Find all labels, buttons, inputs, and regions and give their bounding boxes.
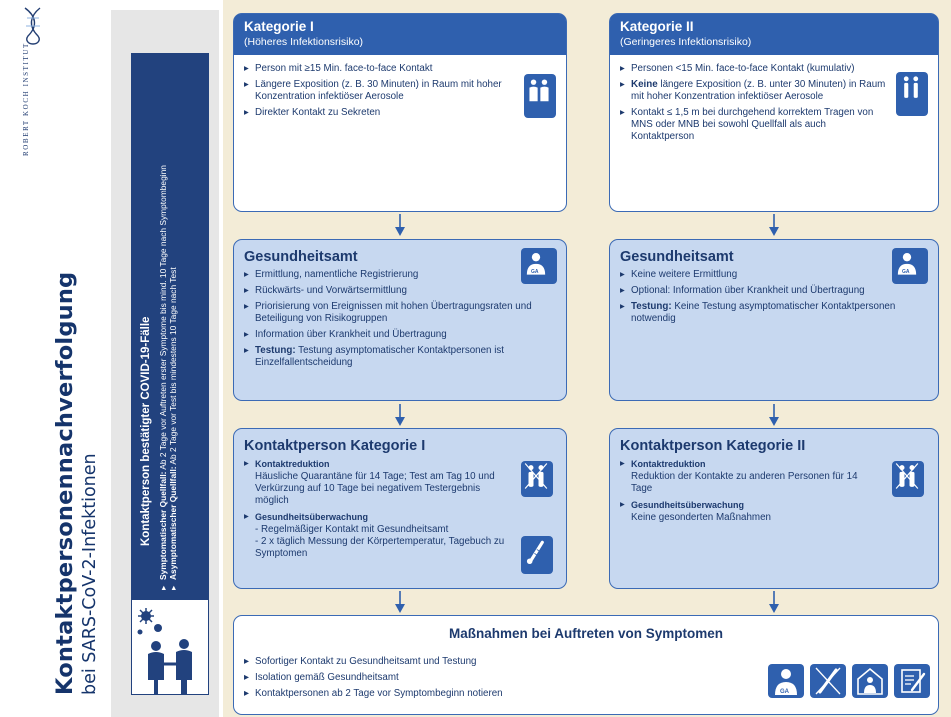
- health-officer-icon: [521, 248, 557, 284]
- category-1-title: Kategorie I: [244, 19, 314, 34]
- health-office-1-box: [233, 239, 567, 401]
- symptom-measures-icons: [768, 664, 930, 698]
- thermometer-icon: [521, 536, 553, 574]
- health-office-1-title: Gesundheitsamt: [244, 249, 358, 265]
- case-definition-text: [132, 54, 210, 600]
- flow-arrow: [395, 591, 405, 613]
- contact-person-1-title: Kontaktperson Kategorie I: [244, 438, 426, 454]
- list-item: ▸ Testung: Testung asymptomatischer Kontaktpersonen ist Einzelfallentscheidung: [244, 345, 550, 369]
- contact-reduction-icon: [892, 461, 924, 497]
- face-to-face-icon: [524, 74, 556, 118]
- flow-arrow: [769, 404, 779, 426]
- contact-person-2-box: [609, 428, 939, 589]
- list-item: ▸ Information über Krankheit und Übertragung: [244, 329, 510, 341]
- health-office-1-list: [234, 269, 566, 369]
- page-title-block: [52, 271, 112, 695]
- health-officer-icon: [892, 248, 928, 284]
- category-2-list: [610, 55, 938, 143]
- svg-text:GA: GA: [902, 269, 910, 275]
- contact-person-1-box: [233, 428, 567, 589]
- category-2-header: [610, 14, 938, 55]
- list-item: ▸ Kontakt ≤ 1,5 m bei durchgehend korrektem Tragen von MNS oder MNB bei sowohl Quellfall als auch Kontaktperson: [620, 107, 886, 143]
- health-office-2-box: [609, 239, 939, 401]
- asymptomatic-source-line: ▸ Asymptomatischer Quellfall: Ab 2 Tage vor Test bis mindestens 10 Tage nach Test: [168, 267, 178, 590]
- list-item: ▸ Optional: Information über Krankheit und Übertragung: [620, 285, 928, 297]
- list-item: ▸ Keine längere Exposition (z. B. unter 30 Minuten) in Raum mit hoher Konzentration infektiöser Aerosole: [620, 79, 886, 103]
- page-subtitle: bei SARS-CoV-2-Infektionen: [80, 453, 100, 695]
- left-panel: [0, 0, 110, 717]
- contact-person-1-list: [234, 458, 566, 560]
- category-2-subtitle: (Geringeres Infektionsrisiko): [620, 36, 752, 48]
- symptom-measures-list: [244, 656, 503, 704]
- flow-arrow: [395, 404, 405, 426]
- category-1-list: [234, 55, 566, 119]
- list-item: ▸ Rückwärts- und Vorwärtsermittlung: [244, 285, 510, 297]
- distanced-persons-icon: [896, 72, 928, 116]
- list-item: ▸ Gesundheitsüberwachung - Regelmäßiger Kontakt mit Gesundheitsamt - 2 x täglich Messung der Körpertemperatur, Tagebuch zu Symptomen: [244, 511, 510, 560]
- people-virus-icon: [132, 600, 208, 694]
- symptomatic-source-line: ▸ Symptomatischer Quellfall: Ab 2 Tage vor Auftreten erster Symptome bis mind. 10 Tage nach Symptombeginn: [158, 165, 168, 590]
- list-item: ▸ Isolation gemäß Gesundheitsamt: [244, 672, 503, 684]
- flow-arrow: [769, 591, 779, 613]
- case-definition-box: [131, 53, 209, 599]
- list-item: ▸ Ermittlung, namentliche Registrierung: [244, 269, 510, 281]
- contact-reduction-icon: [521, 461, 553, 497]
- list-item: ▸ Person mit ≥15 Min. face-to-face Kontakt: [244, 63, 506, 75]
- contact-person-2-list: [610, 458, 938, 524]
- rki-wordmark: ROBERT KOCH INSTITUT: [22, 42, 30, 156]
- contact-person-2-title: Kontaktperson Kategorie II: [620, 438, 806, 454]
- people-virus-illustration: [131, 599, 209, 695]
- list-item: ▸ Priorisierung von Ereignissen mit hohen Übertragungsraten und Beteiligung von Risikogruppen: [244, 301, 550, 325]
- notes-icon: [894, 664, 930, 698]
- list-item: ▸ Kontaktreduktion Reduktion der Kontakte zu anderen Personen für 14 Tage: [620, 458, 878, 495]
- list-item: ▸ Keine weitere Ermittlung: [620, 269, 928, 281]
- case-definition-title: Kontaktperson bestätigter COVID-19-Fälle: [140, 316, 152, 546]
- list-item: ▸ Längere Exposition (z. B. 30 Minuten) in Raum mit hoher Konzentration infektiöser Aerosole: [244, 79, 506, 103]
- category-2-title: Kategorie II: [620, 19, 694, 34]
- list-item: ▸ Kontaktreduktion Häusliche Quarantäne für 14 Tage; Test am Tag 10 und Verkürzung auf 10 Tage bei negativem Testergebnis möglich: [244, 458, 510, 507]
- list-item: ▸ Personen <15 Min. face-to-face Kontakt (kumulativ): [620, 63, 886, 75]
- flow-arrow: [769, 214, 779, 236]
- list-item: ▸ Direkter Kontakt zu Sekreten: [244, 107, 506, 119]
- svg-text:GA: GA: [780, 689, 789, 695]
- category-1-subtitle: (Höheres Infektionsrisiko): [244, 36, 364, 48]
- list-item: ▸ Testung: Keine Testung asymptomatischer Kontaktpersonen notwendig: [620, 301, 928, 325]
- category-1-box: [233, 13, 567, 212]
- list-item: ▸ Sofortiger Kontakt zu Gesundheitsamt und Testung: [244, 656, 503, 668]
- flow-arrow: [395, 214, 405, 236]
- symptom-measures-box: [233, 615, 939, 715]
- health-office-2-list: [610, 269, 938, 325]
- symptom-measures-title: Maßnahmen bei Auftreten von Symptomen: [448, 626, 724, 641]
- svg-text:GA: GA: [531, 269, 539, 275]
- category-1-header: [234, 14, 566, 55]
- health-officer-icon: [768, 664, 804, 698]
- list-item: ▸ Gesundheitsüberwachung Keine gesonderten Maßnahmen: [620, 499, 878, 524]
- list-item: ▸ Kontaktpersonen ab 2 Tage vor Symptombeginn notieren: [244, 688, 503, 700]
- isolation-home-icon: [852, 664, 888, 698]
- test-swab-icon: [810, 664, 846, 698]
- health-office-2-title: Gesundheitsamt: [620, 249, 734, 265]
- rki-logo: [18, 6, 44, 156]
- category-2-box: [609, 13, 939, 212]
- page-title: Kontaktpersonennachverfolgung: [52, 271, 78, 695]
